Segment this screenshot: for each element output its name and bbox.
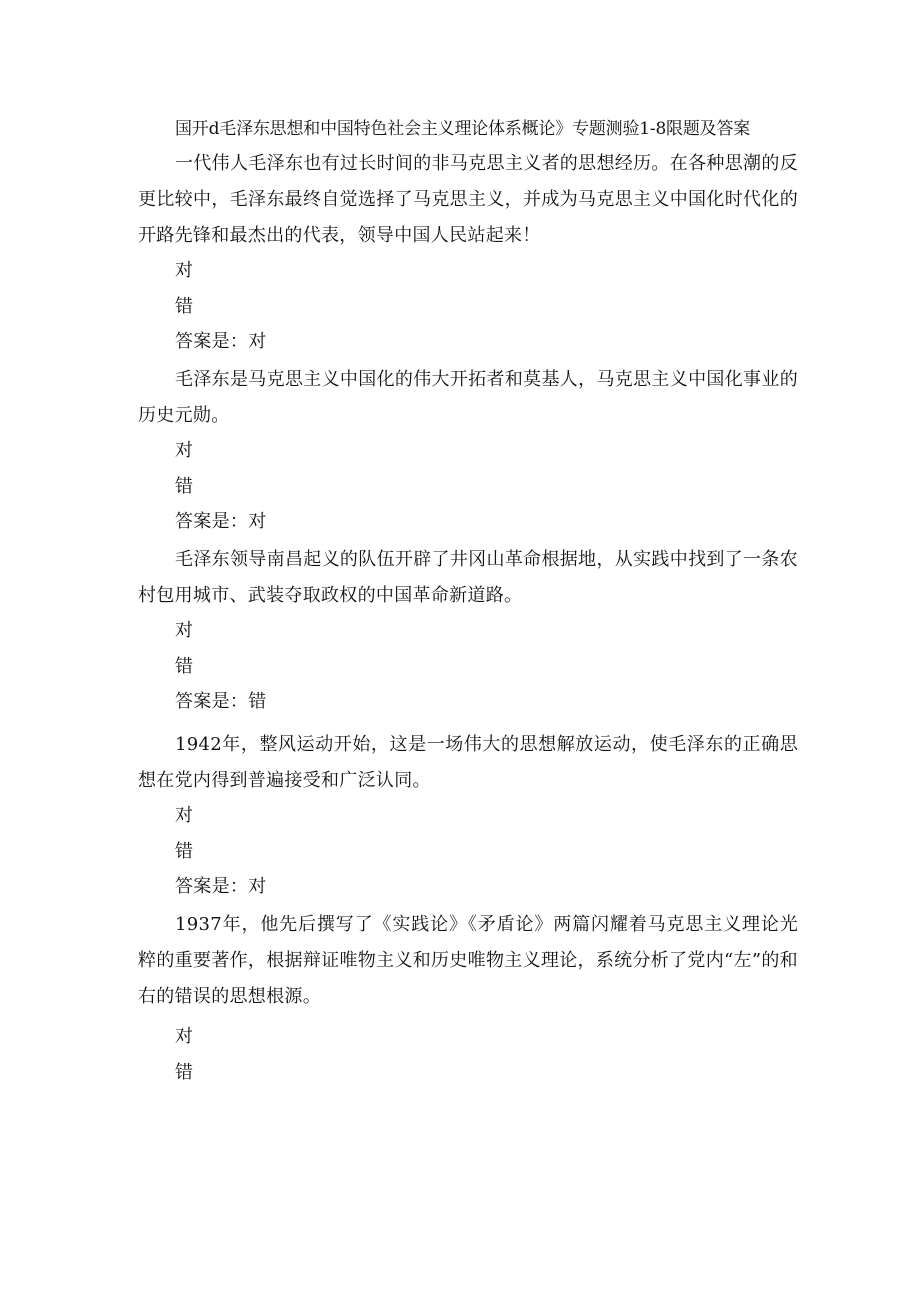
option-false-3[interactable]: 错 [175, 656, 194, 677]
option-true-3[interactable]: 对 [175, 620, 194, 641]
question-text-5: 1937年，他先后撰写了《实践论》《矛盾论》两篇闪耀着马克思主义理论光粹的重要著作，根据辩证唯物主义和历史唯物主义理论，系统分析了党内“左”的和右的错误的思想根源。 [138, 914, 798, 1007]
question-text-4: 1942年，整风运动开始，这是一场伟大的思想解放运动，使毛泽东的正确思想在党内得到普遍接受和广泛认同。 [138, 734, 798, 791]
option-false-1[interactable]: 错 [175, 296, 194, 317]
option-false-2[interactable]: 错 [175, 476, 194, 497]
answer-2: 答案是：对 [175, 511, 267, 532]
answer-4: 答案是：对 [175, 876, 267, 897]
question-text-3: 毛泽东领导南昌起义的队伍开辟了井冈山革命根据地，从实践中找到了一条农村包用城市、武装夺取政权的中国革命新道路。 [138, 549, 798, 606]
option-true-2[interactable]: 对 [175, 440, 194, 461]
option-false-5[interactable]: 错 [175, 1062, 194, 1083]
option-false-4[interactable]: 错 [175, 841, 194, 862]
answer-3: 答案是：错 [175, 691, 267, 712]
option-true-1[interactable]: 对 [175, 260, 194, 281]
document-title: 国开d毛泽东思想和中国特色社会主义理论体系概论》专题测验1-8限题及答案 [175, 119, 751, 139]
question-text-2: 毛泽东是马克思主义中国化的伟大开拓者和莫基人，马克思主义中国化事业的历史元勋。 [138, 369, 798, 426]
answer-1: 答案是：对 [175, 331, 267, 352]
option-true-4[interactable]: 对 [175, 805, 194, 826]
option-true-5[interactable]: 对 [175, 1026, 194, 1047]
question-text-1: 一代伟人毛泽东也有过长时间的非马克思主义者的思想经历。在各种思潮的反更比较中，毛泽东最终自觉选择了马克思主义，并成为马克思主义中国化时代化的开路先锋和最杰出的代表，领导中国人民站起来！ [138, 153, 798, 246]
